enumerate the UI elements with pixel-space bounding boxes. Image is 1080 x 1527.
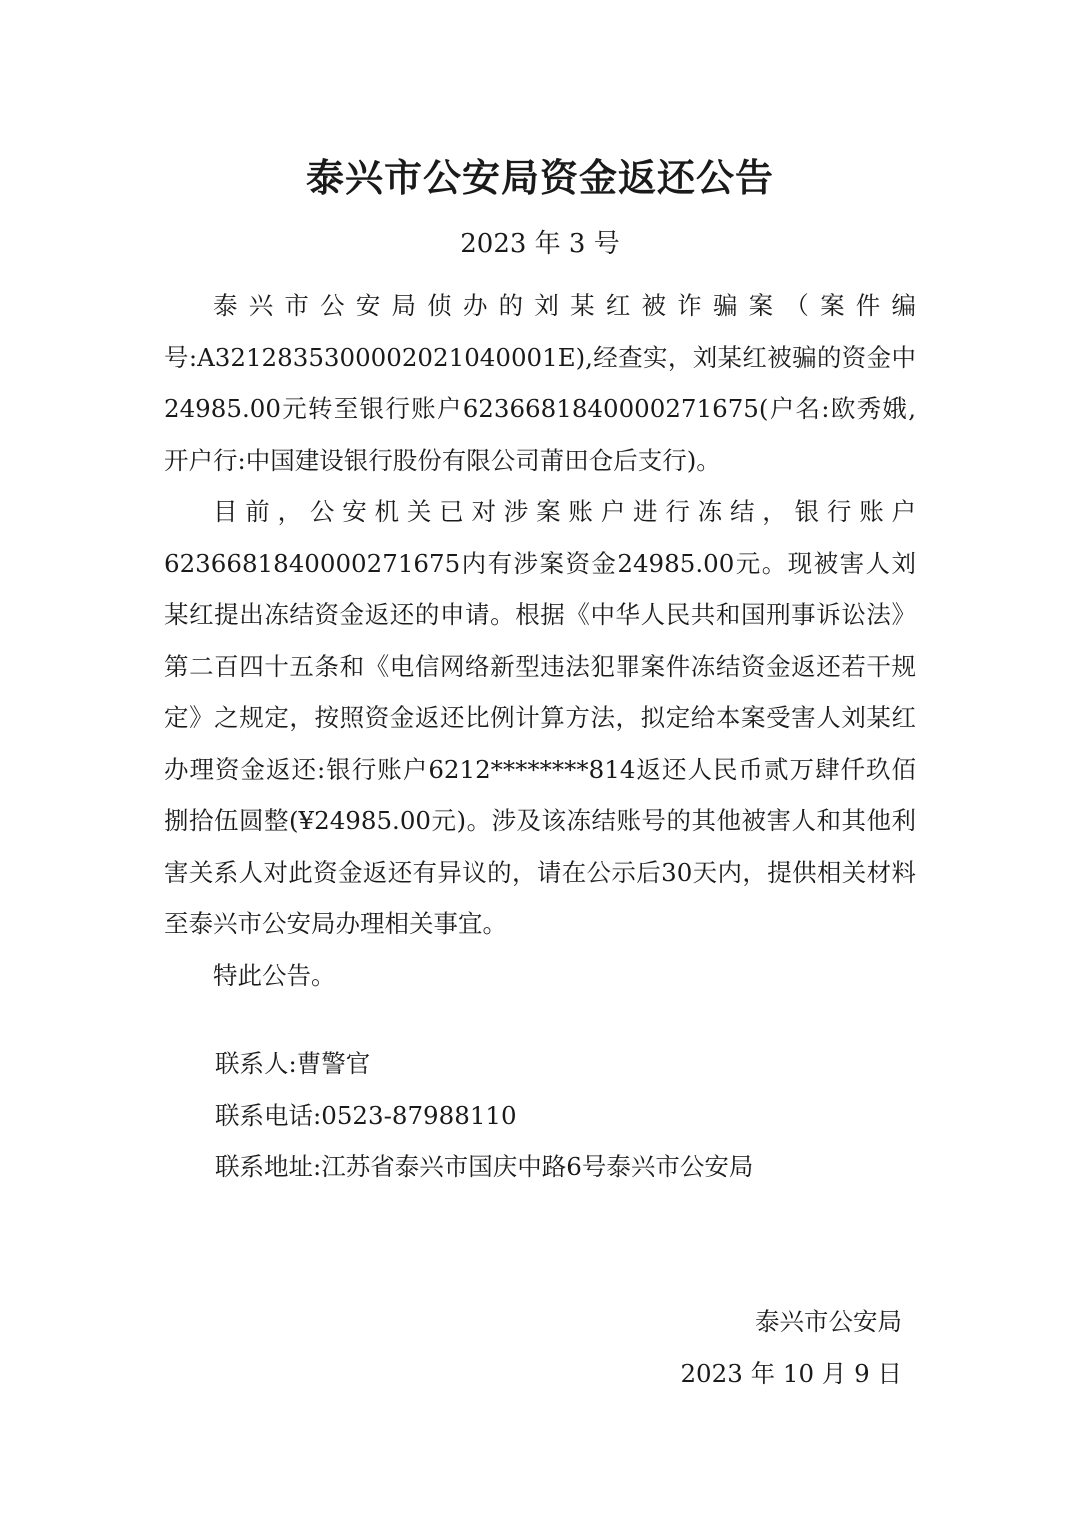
issuer-name: 泰兴市公安局 — [755, 1307, 902, 1336]
contact-person: 联系人:曹警官 — [215, 1049, 371, 1078]
contact-address: 联系地址:江苏省泰兴市国庆中路6号泰兴市公安局 — [215, 1152, 754, 1181]
document-body — [164, 280, 916, 1001]
closing-statement: 特此公告。 — [213, 960, 336, 990]
contact-phone: 联系电话:0523-87988110 — [215, 1100, 517, 1130]
document-number: 2023 年 3 号 — [460, 229, 620, 259]
signature-block — [680, 1296, 902, 1399]
contact-info — [215, 1038, 753, 1193]
paragraph-case-details: 泰兴市公安局侦办的刘某红被诈骗案（案件编号:A3212835300002021040001E),经查实，刘某红被骗的资金中24985.00元转至银行账户6236681840000271675(户名:欧秀娥,开户行:中国建设银行股份有限公司莆田仓后支行)。 — [164, 291, 916, 475]
document-title: 泰兴市公安局资金返还公告 — [305, 156, 774, 200]
issue-date: 2023 年 10 月 9 日 — [680, 1358, 902, 1388]
paragraph-refund-notice: 目前，公安机关已对涉案账户进行冻结，银行账户6236681840000271675内有涉案资金24985.00元。现被害人刘某红提出冻结资金返还的申请。根据《中华人民共和国刑事诉讼法》第二百四十五条和《电信网络新型违法犯罪案件冻结资金返还若干规定》之规定，按照资金返还比例计算方法，拟定给本案受害人刘某红办理资金返还:银行账户6212********814返还人民币贰万肆仟玖佰捌拾伍圆整(¥24985.00元)。涉及该冻结账号的其他被害人和其他利害关系人对此资金返还有异议的，请在公示后30天内，提供相关材料至泰兴市公安局办理相关事宜。 — [164, 497, 916, 938]
